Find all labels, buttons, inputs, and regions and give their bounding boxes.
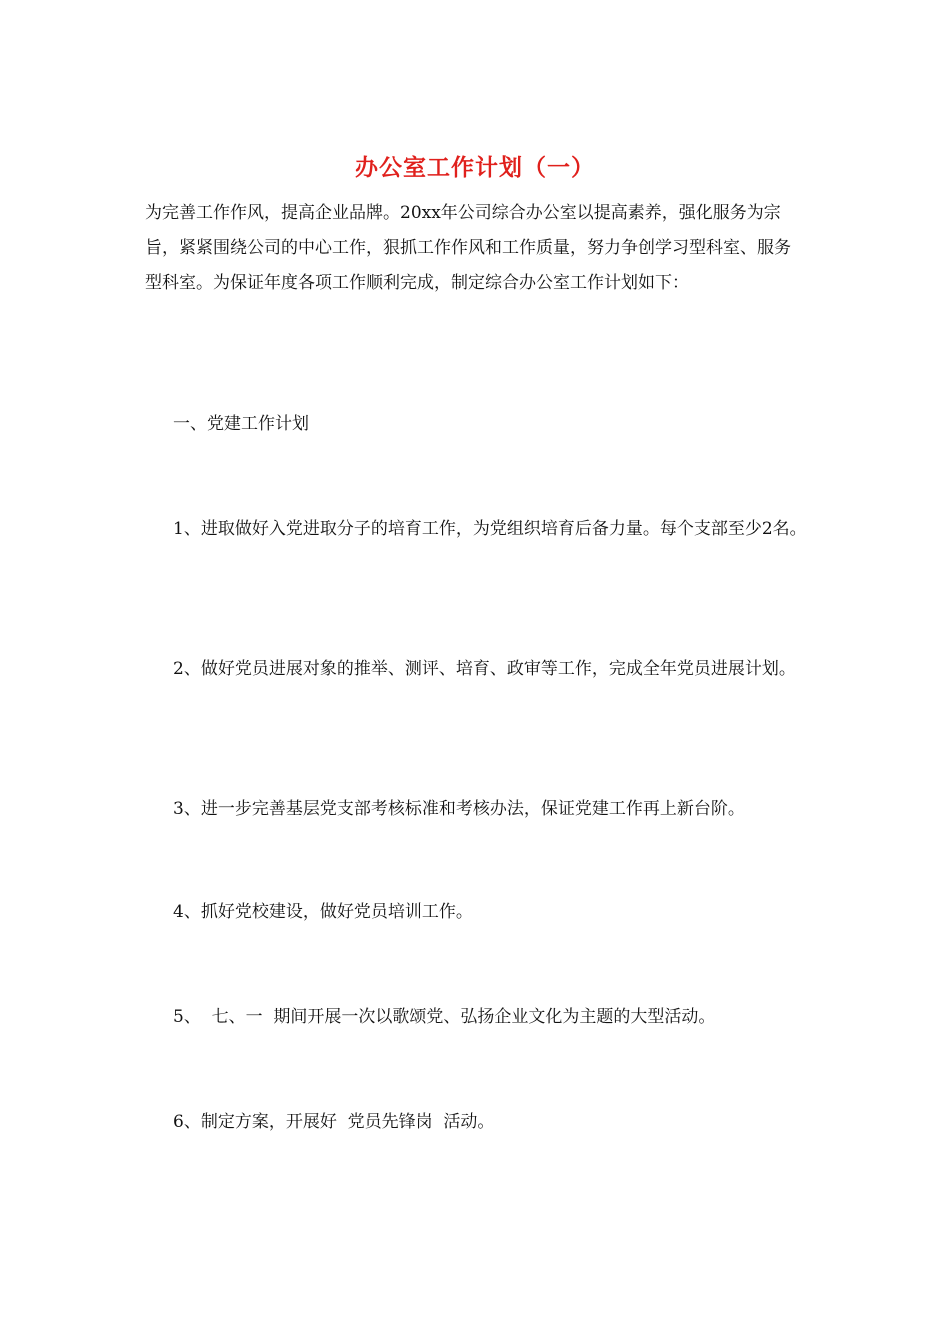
plan-item-3: 3、进一步完善基层党支部考核标准和考核办法，保证党建工作再上新台阶。 (173, 799, 745, 819)
plan-item-6: 6、制定方案，开展好 党员先锋岗 活动。 (173, 1112, 495, 1132)
plan-item-5: 5、 七、一 期间开展一次以歌颂党、弘扬企业文化为主题的大型活动。 (173, 1007, 716, 1027)
plan-item-2: 2、做好党员进展对象的推举、测评、培育、政审等工作，完成全年党员进展计划。 (173, 659, 796, 679)
plan-item-1: 1、进取做好入党进取分子的培育工作，为党组织培育后备力量。每个支部至少2名。 (173, 519, 807, 539)
section-heading: 一、党建工作计划 (173, 414, 309, 434)
plan-item-4: 4、抓好党校建设，做好党员培训工作。 (173, 902, 473, 922)
intro-paragraph: 为完善工作作风，提高企业品牌。20xx年公司综合办公室以提高素养，强化服务为宗旨，紧紧围绕公司的中心工作，狠抓工作作风和工作质量，努力争创学习型科室、服务型科室。为保证年度各项工作顺利完成，制定综合办公室工作计划如下： (145, 203, 791, 293)
document-title: 办公室工作计划（一） (355, 154, 595, 181)
